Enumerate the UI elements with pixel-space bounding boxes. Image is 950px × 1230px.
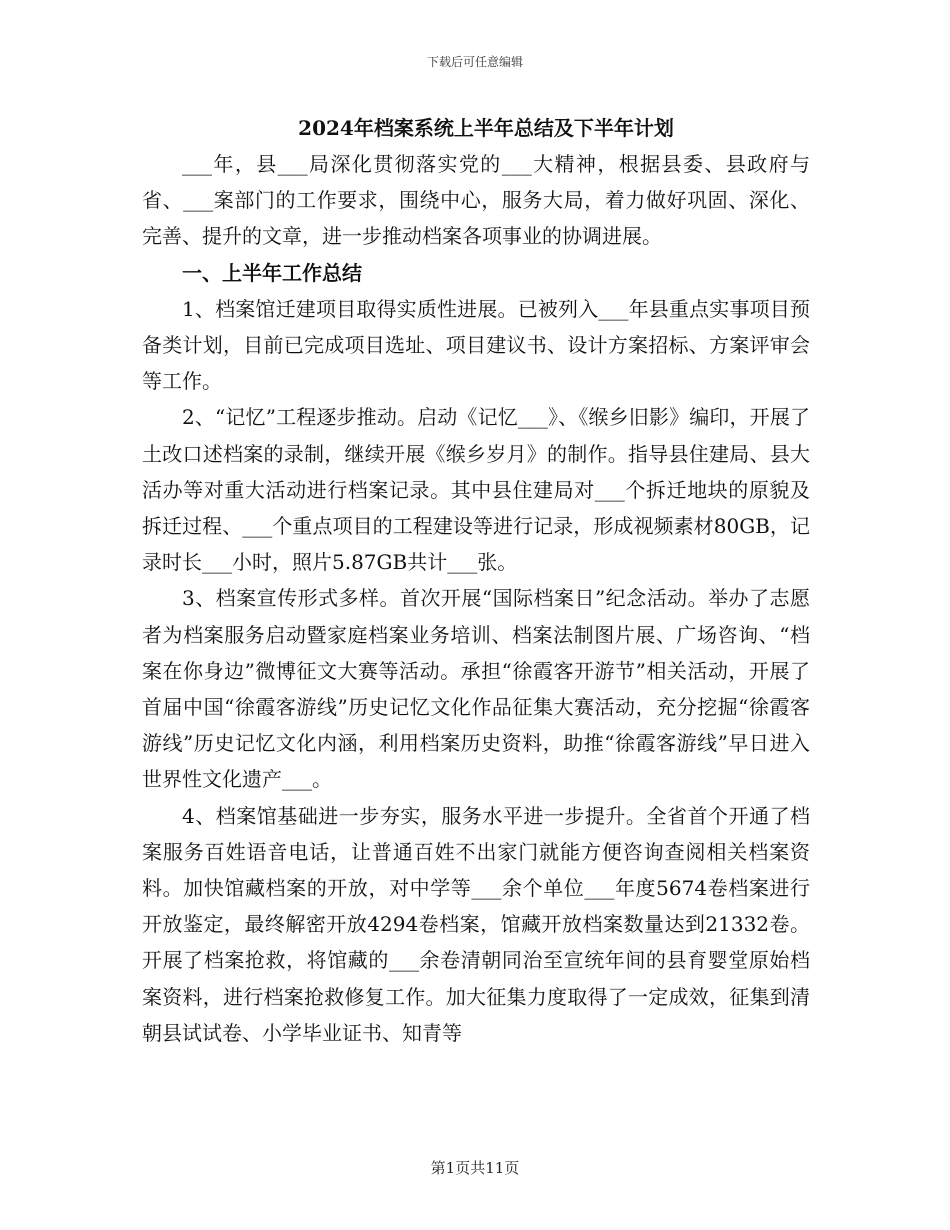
paragraph-item-1: 1、档案馆迁建项目取得实质性进展。已被列入___年县重点实事项目预备类计划，目前已完成项目选址、项目建议书、设计方案招标、方案评审会等工作。 xyxy=(142,296,810,394)
paragraph-item-3: 3、档案宣传形式多样。首次开展“国际档案日”纪念活动。举办了志愿者为档案服务启动暨家庭档案业务培训、档案法制图片展、广场咨询、“档案在你身边”微博征文大赛等活动。承担“徐霞客开游节”相关活动，开展了首届中国“徐霞客游线”历史记忆文化作品征集大赛活动，充分挖掘“徐霞客游线”历史记忆文化内涵，利用档案历史资料，助推“徐霞客游线”早日进入世界性文化遗产___。 xyxy=(142,586,810,792)
paragraph-item-2: 2、“记忆”工程逐步推动。启动《记忆___》、《缑乡旧影》编印，开展了土改口述档案的录制，继续开展《缑乡岁月》的制作。指导县住建局、县大活办等对重大活动进行档案记录。其中县住建局对___个拆迁地块的原貌及拆迁过程、___个重点项目的工程建设等进行记录，形成视频素材80GB，记录时长___小时，照片5.87GB共计___张。 xyxy=(142,405,810,575)
intro-paragraph: ___年，县___局深化贯彻落实党的___大精神，根据县委、县政府与省、___案部门的工作要求，围绕中心，服务大局，着力做好巩固、深化、完善、提升的文章，进一步推动档案各项事业的协调进展。 xyxy=(142,152,810,249)
header-note: 下载后可任意编辑 xyxy=(426,55,523,69)
section-heading: 一、上半年工作总结 xyxy=(182,260,362,285)
document-body xyxy=(142,112,810,1051)
page-footer: 第1页共11页 xyxy=(430,1159,520,1177)
paragraph-item-4: 4、档案馆基础进一步夯实，服务水平进一步提升。全省首个开通了档案服务百姓语音电话，让普通百姓不出家门就能方便咨询查阅相关档案资料。加快馆藏档案的开放，对中学等___余个单位___年度5674卷档案进行开放鉴定，最终解密开放4294卷档案，馆藏开放档案数量达到21332卷。开展了档案抢救，将馆藏的___余卷清朝同治至宣统年间的县育婴堂原始档案资料，进行档案抢救修复工作。加大征集力度取得了一定成效，征集到清朝县试试卷、小学毕业证书、知青等 xyxy=(142,803,810,1045)
document-title: 2024年档案系统上半年总结及下半年计划 xyxy=(298,116,674,140)
